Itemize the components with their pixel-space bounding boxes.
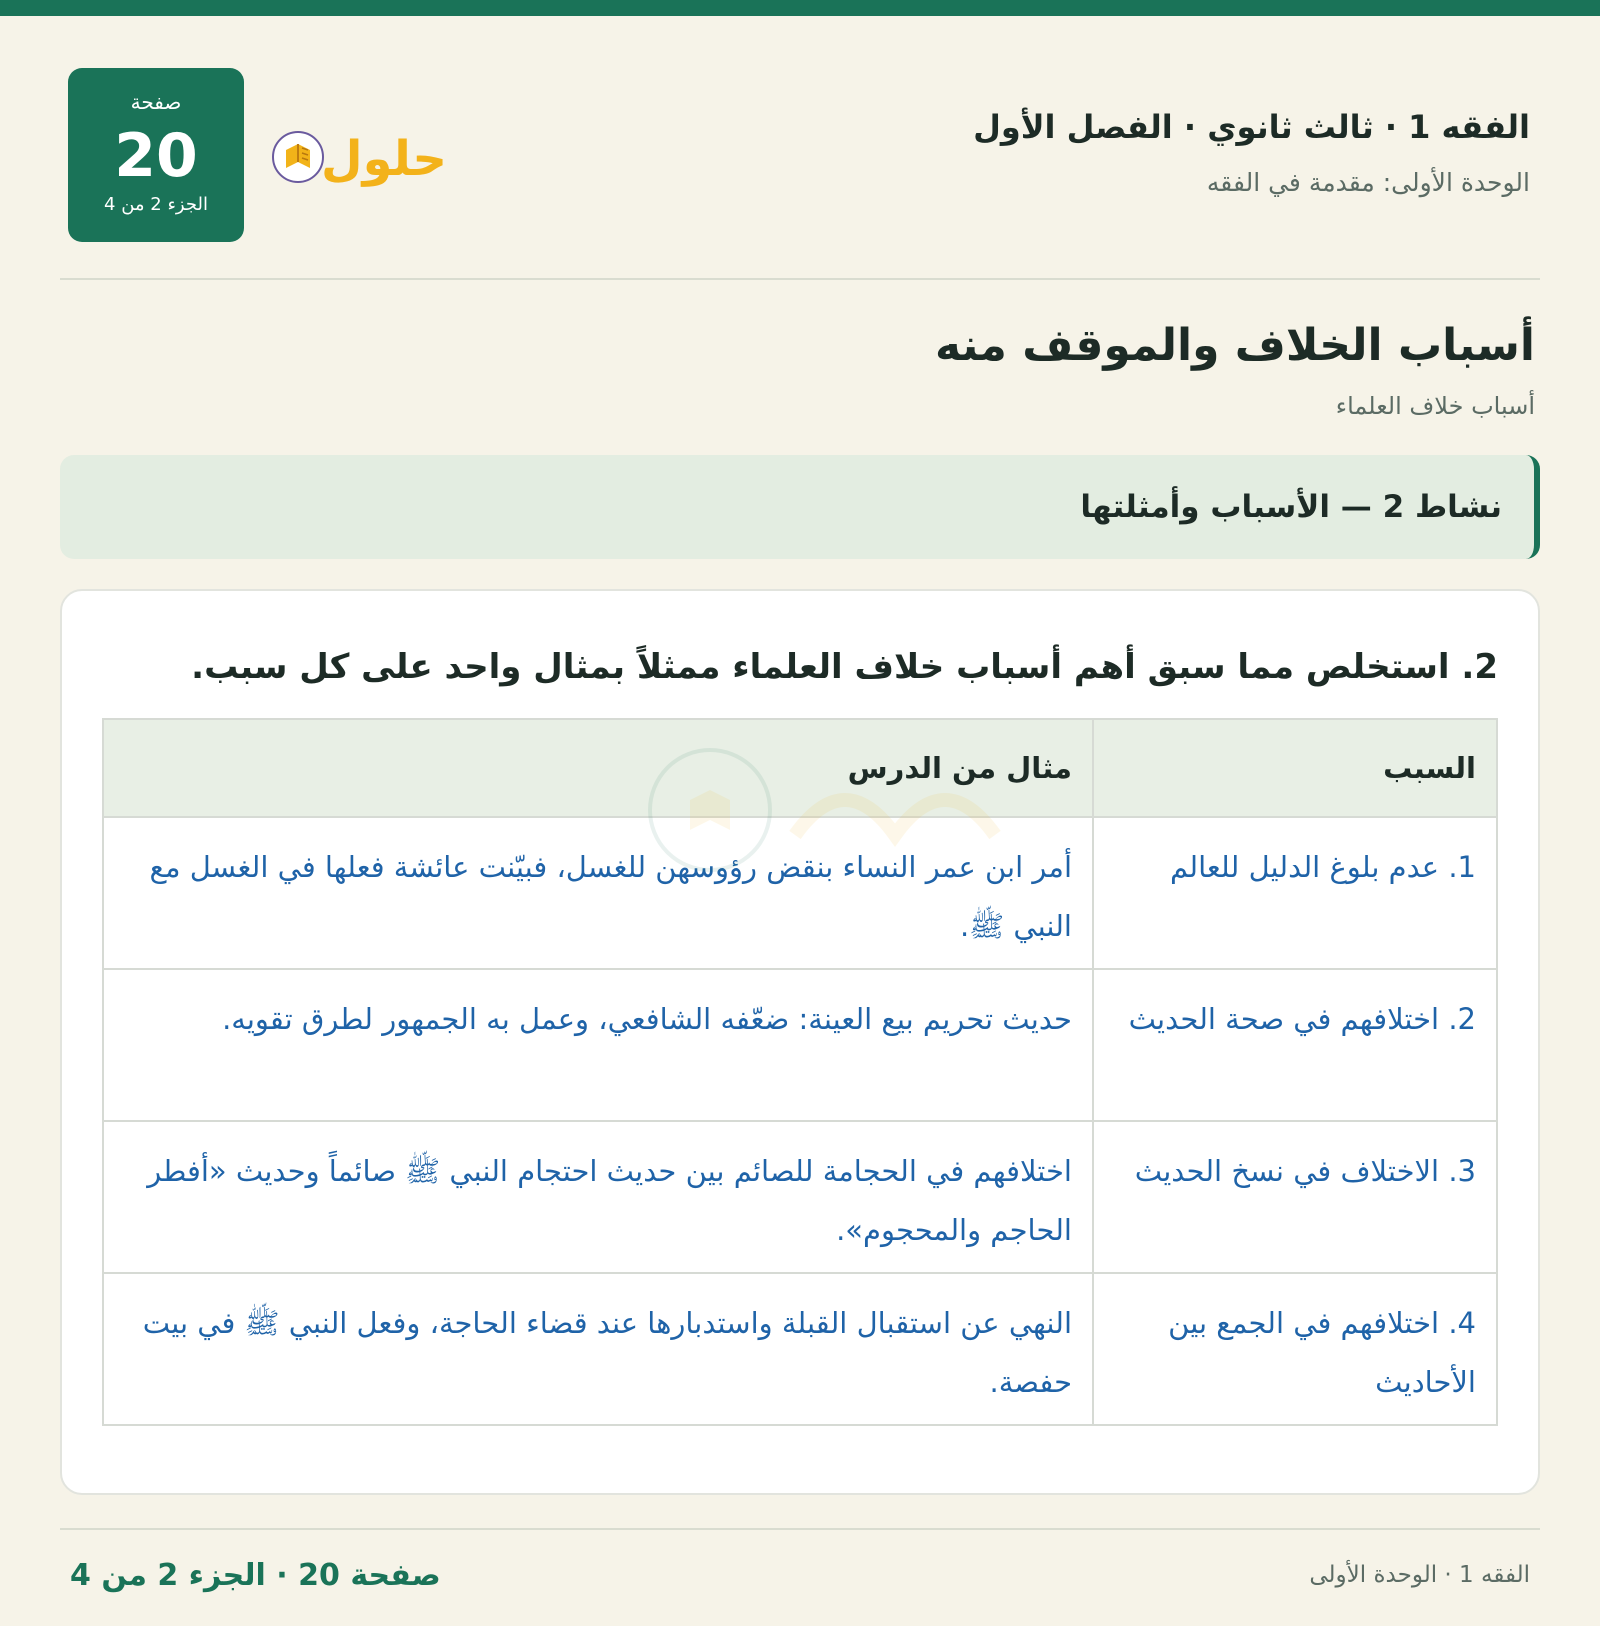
- top-accent-bar: [0, 0, 1600, 16]
- course-title: الفقه 1 · ثالث ثانوي · الفصل الأول: [973, 108, 1530, 146]
- cause-cell: 1. عدم بلوغ الدليل للعالم: [1093, 817, 1497, 969]
- table-row: [103, 969, 1497, 1121]
- cause-cell: 4. اختلافهم في الجمع بين الأحاديث: [1093, 1273, 1497, 1425]
- lesson-title: أسباب الخلاف والموقف منه: [935, 320, 1535, 371]
- answers-table: [102, 718, 1498, 1426]
- header-divider: [60, 278, 1540, 280]
- table-row: [103, 1273, 1497, 1425]
- example-cell: حديث تحريم بيع العينة: ضعّفه الشافعي، وعمل به الجمهور لطرق تقويه.: [103, 969, 1093, 1121]
- table-row: [103, 1121, 1497, 1273]
- brand-logo: [272, 120, 447, 195]
- example-cell: النهي عن استقبال القبلة واستدبارها عند قضاء الحاجة، وفعل النبي ﷺ في بيت حفصة.: [103, 1273, 1093, 1425]
- activity-title: نشاط 2 — الأسباب وأمثلتها: [1080, 489, 1502, 525]
- page-label: صفحة: [130, 90, 182, 114]
- answers-table-wrap: [104, 718, 1498, 1426]
- page-number: 20: [114, 121, 198, 191]
- example-cell: أمر ابن عمر النساء بنقض رؤوسهن للغسل، فبيّنت عائشة فعلها في الغسل مع النبي ﷺ.: [103, 817, 1093, 969]
- cause-cell: 3. الاختلاف في نسخ الحديث: [1093, 1121, 1497, 1273]
- header-example: مثال من الدرس: [103, 719, 1093, 817]
- example-cell: اختلافهم في الحجامة للصائم بين حديث احتجام النبي ﷺ صائماً وحديث «أفطر الحاجم والمحجوم».: [103, 1121, 1093, 1273]
- lesson-subtitle: أسباب خلاف العلماء: [1335, 392, 1535, 420]
- table-header-row: [103, 719, 1497, 817]
- page-part: الجزء 2 من 4: [104, 194, 208, 215]
- footer-page-info: صفحة 20 · الجزء 2 من 4: [70, 1558, 441, 1593]
- question-text: 2. استخلص مما سبق أهم أسباب خلاف العلماء ممثلاً بمثال واحد على كل سبب.: [191, 647, 1498, 687]
- activity-banner: [60, 455, 1540, 559]
- footer-divider: [60, 1528, 1540, 1530]
- brand-logo-text: حلول: [321, 131, 447, 187]
- table-row: [103, 817, 1497, 969]
- question-card: [60, 589, 1540, 1495]
- cause-cell: 2. اختلافهم في صحة الحديث: [1093, 969, 1497, 1121]
- page-number-badge: [68, 68, 244, 242]
- header-cause: السبب: [1093, 719, 1497, 817]
- unit-title: الوحدة الأولى: مقدمة في الفقه: [1206, 168, 1530, 197]
- footer-course-info: الفقه 1 · الوحدة الأولى: [1309, 1562, 1530, 1588]
